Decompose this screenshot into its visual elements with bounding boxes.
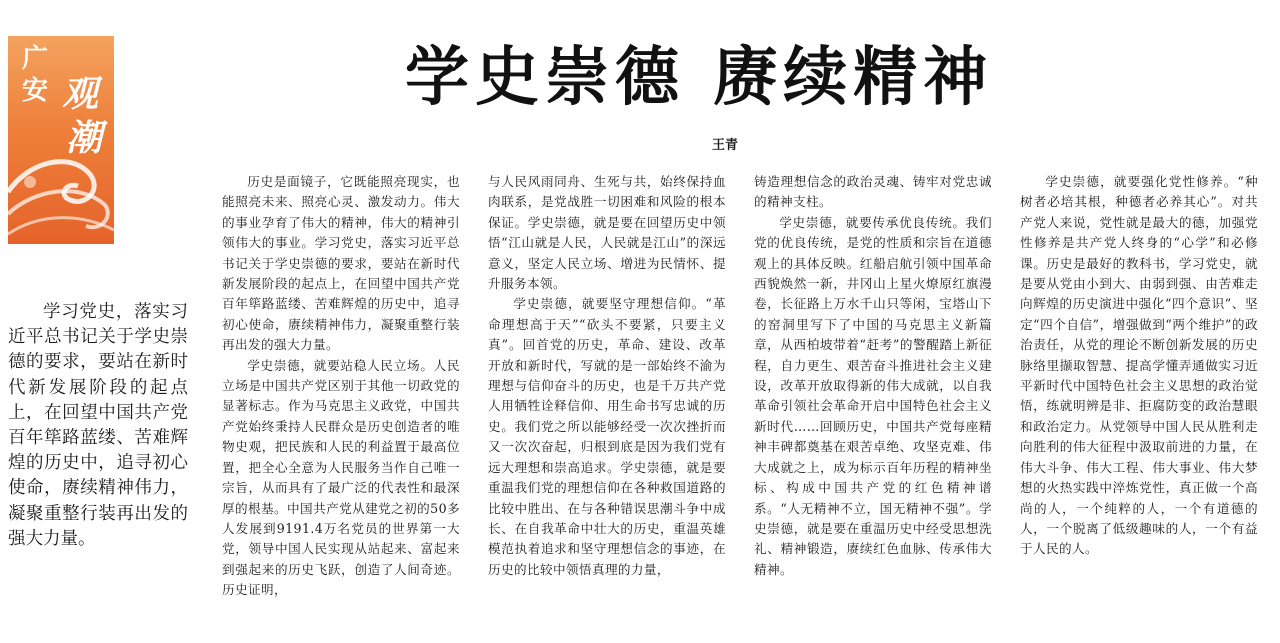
paragraph: 铸造理想信念的政治灵魂、铸牢对党忠诚的精神支柱。 bbox=[754, 174, 992, 210]
paragraph: 学史崇德，就要传承优良传统。我们党的优良传统，是党的性质和宗旨在道德观上的具体反映。红船启航引领中国革命西貌焕然一新，井冈山上星火燎原红旗漫卷，长征路上万水千山只等闲，宝塔山下的窑洞里写下了中国的马克思主义新篇章，从西柏坡带着“赶考”的警醒踏上新征程，自力更生、艰苦奋斗推进社会主义建设，改革开放取得新的伟大成就，以自我革命引领社会革命开启中国特色社会主义新时代……回顾历史，中国共产党每座精神丰碑都奠基在艰苦卓绝、攻坚克难、伟大成就之上，成为标示百年历程的精神坐标、构成中国共产党的红色精神谱系。“人无精神不立，国无精神不强”。学史崇德，就是要在重温历史中经受思想洗礼、精神锻造，赓续红色血脉、传承伟大精神。 bbox=[754, 214, 992, 577]
paragraph: 学史崇德，就要强化党性修养。“种树者必培其根，种德者必养其心”。对共产党人来说，党性就是最大的德，加强党性修养是共产党人终身的“心学”和必修课。历史是最好的教科书，学习党史，就是要从党由小到大、由弱到强、由苦难走向辉煌的历史演进中强化“四个意识”、坚定“四个自信”，增强做到“两个维护”的政治责任，从党的理论不断创新发展的历史脉络里撷取智慧、提高学懂弄通做实习近平新时代中国特色社会主义思想的政治觉悟，练就明辨是非、拒腐防变的政治慧眼和政治定力。从党领导中国人民从胜利走向胜利的伟大征程中汲取前进的力量，在伟大斗争、伟大工程、伟大事业、伟大梦想的火热实践中淬炼党性，真正做一个高尚的人，一个纯粹的人，一个有道德的人，一个脱离了低级趣味的人，一个有益于人民的人。 bbox=[1020, 174, 1258, 557]
logo-char-guang: 广 bbox=[22, 44, 49, 74]
wave-icon bbox=[8, 152, 114, 244]
logo-char-an: 安 bbox=[22, 76, 49, 106]
article-headline: 学史崇德 赓续精神 bbox=[405, 40, 994, 115]
logo-char-guan: 观 bbox=[62, 73, 99, 115]
paragraph: 与人民风雨同舟、生死与共，始终保持血肉联系，是党战胜一切困难和风险的根本保证。学史崇德，就是要在回望历史中领悟“江山就是人民，人民就是江山”的深远意义，坚定人民立场、增进为民情怀、提升服务本领。 bbox=[488, 174, 726, 292]
paragraph: 学史崇德，就要站稳人民立场。人民立场是中国共产党区别于其他一切政党的显著标志。作为马克思主义政党，中国共产党始终秉持人民群众是历史创造者的唯物史观，把民族和人民的利益置于最高位置，把全心全意为人民服务当作自己唯一宗旨，从而具有了最广泛的代表性和最深厚的根基。中国共产党从建党之初的50多人发展到9191.4万名党员的世界第一大党，领导中国人民实现从站起来、富起来到强起来的历史飞跃，创造了人间奇迹。历史证明， bbox=[222, 357, 460, 598]
logo-char-chao: 潮 bbox=[66, 117, 103, 159]
paragraph: 学史崇德，就要坚守理想信仰。“革命理想高于天”“砍头不要紧，只要主义真”。回首党的历史，革命、建设、改革开放和新时代，写就的是一部始终不渝为理想与信仰奋斗的历史，也是千万共产党人用牺牲诠释信仰、用生命书写忠诚的历史。我们党之所以能够经受一次次挫折而又一次次奋起，归根到底是因为我们党有远大理想和崇高追求。学史崇德，就是要重温我们党的理想信仰在各种救国道路的比较中胜出、在与各种错误思潮斗争中成长、在自我革命中壮大的历史，重温英雄模范执着追求和坚守理想信念的事迹，在历史的比较中领悟真理的力量， bbox=[488, 296, 726, 577]
text-column-3 bbox=[754, 172, 992, 580]
column-logo bbox=[8, 36, 114, 244]
paragraph: 历史是面镜子，它既能照亮现实，也能照亮未来、照亮心灵、激发动力。伟大的事业孕育了伟大的精神，伟大的精神引领伟大的事业。学习党史，落实习近平总书记关于学史崇德的要求，要站在新时代新发展阶段的起点上，在回望中国共产党百年筚路蓝缕、苦难辉煌的历史中，追寻初心使命，赓续精神伟力，凝聚重整行装再出发的强大力量。 bbox=[222, 174, 460, 353]
text-column-4 bbox=[1020, 172, 1258, 560]
text-column-2 bbox=[488, 172, 726, 580]
text-column-1 bbox=[222, 172, 460, 601]
author-byline: 王青 bbox=[712, 138, 739, 153]
lead-summary: 学习党史，落实习近平总书记关于学史崇德的要求，要站在新时代新发展阶段的起点上，在回望中国共产党百年筚路蓝缕、苦难辉煌的历史中，追寻初心使命，赓续精神伟力，凝聚重整行装再出发的强大力量。 bbox=[8, 302, 188, 549]
